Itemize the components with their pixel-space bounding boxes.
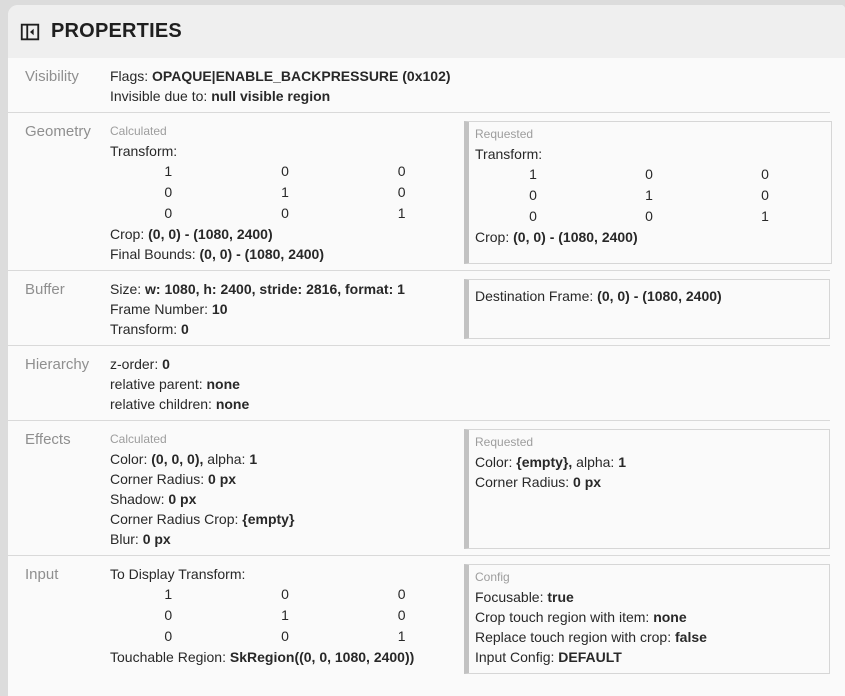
- collapse-panel-icon: [19, 21, 41, 43]
- frame-number-label: Frame Number:: [110, 301, 209, 317]
- matrix-cell: 1: [645, 187, 653, 203]
- corner-radius-label: Corner Radius:: [110, 471, 205, 487]
- invisible-label: Invisible due to:: [110, 88, 208, 104]
- replace-touch-region-value: false: [675, 629, 707, 645]
- input-config-value: DEFAULT: [558, 649, 622, 665]
- alpha-value: 1: [249, 451, 258, 467]
- transform-label: Transform:: [475, 146, 543, 162]
- matrix-cell: 0: [645, 166, 653, 182]
- matrix-cell: 0: [397, 607, 406, 623]
- matrix-cell: 1: [281, 607, 289, 623]
- requested-box: [464, 429, 830, 549]
- section-label: Visibility: [25, 68, 79, 85]
- buffer-transform-line: [110, 319, 456, 339]
- section-geometry: [8, 113, 830, 271]
- group-label: Requested: [475, 127, 534, 141]
- flags-value: OPAQUE|ENABLE_BACKPRESSURE (0x102): [152, 68, 451, 84]
- requested-box: [464, 121, 832, 264]
- relative-children-value: none: [215, 396, 250, 412]
- focusable-value: true: [547, 589, 574, 605]
- destination-frame-line: [475, 282, 821, 306]
- panel-title: PROPERTIES: [51, 20, 182, 42]
- final-bounds-label: Final Bounds:: [110, 246, 196, 262]
- effects-requested: [464, 429, 830, 549]
- section-effects: [8, 421, 830, 556]
- input-config-label: Input Config:: [475, 649, 555, 665]
- relative-children-label: relative children:: [110, 396, 212, 412]
- alpha-label: alpha:: [576, 454, 615, 470]
- properties-header: [8, 5, 845, 58]
- transform-matrix: [475, 164, 823, 227]
- z-order-label: z-order:: [110, 356, 159, 372]
- matrix-cell: 0: [164, 205, 173, 221]
- transform-label: Transform:: [110, 143, 178, 159]
- matrix-cell: 0: [645, 208, 653, 224]
- matrix-cell: 1: [397, 628, 406, 644]
- buffer-content: [110, 279, 464, 339]
- visibility-content: [110, 66, 830, 106]
- crop-value: (0, 0) - (1080, 2400): [148, 226, 273, 242]
- crop-touch-region-label: Crop touch region with item:: [475, 609, 650, 625]
- crop-line: [475, 227, 823, 247]
- group-label: Config: [475, 570, 510, 584]
- shadow-line: [110, 489, 456, 509]
- color-line: [475, 452, 821, 472]
- size-line: [110, 279, 456, 299]
- size-value: w: 1080, h: 2400, stride: 2816, format: 1: [145, 281, 405, 297]
- input-config: [464, 564, 830, 674]
- matrix-cell: 1: [761, 208, 769, 224]
- flags-label: Flags:: [110, 68, 149, 84]
- geometry-requested: [464, 121, 830, 264]
- section-label: Hierarchy: [25, 356, 90, 373]
- crop-label: Crop:: [475, 229, 510, 245]
- color-label: Color:: [475, 454, 513, 470]
- matrix-cell: 1: [164, 163, 173, 179]
- matrix-cell: 0: [761, 187, 769, 203]
- section-visibility: [8, 58, 830, 113]
- effects-calculated: [110, 429, 464, 549]
- group-label: Requested: [475, 435, 534, 449]
- shadow-label: Shadow:: [110, 491, 165, 507]
- matrix-cell: 0: [397, 184, 406, 200]
- section-hierarchy: [8, 346, 830, 421]
- requested-box: [464, 279, 830, 339]
- size-label: Size:: [110, 281, 142, 297]
- alpha-label: alpha:: [207, 451, 246, 467]
- corner-radius-crop-label: Corner Radius Crop:: [110, 511, 239, 527]
- color-line: [110, 449, 456, 469]
- corner-radius-value: 0 px: [208, 471, 237, 487]
- crop-touch-region-value: none: [653, 609, 687, 625]
- corner-radius-label: Corner Radius:: [475, 474, 570, 490]
- destination-frame-label: Destination Frame:: [475, 288, 594, 304]
- group-label: Calculated: [110, 124, 167, 138]
- replace-touch-region-line: [475, 627, 821, 647]
- relative-parent-value: none: [206, 376, 240, 392]
- alpha-value: 1: [618, 454, 627, 470]
- corner-radius-line: [475, 472, 821, 492]
- matrix-cell: 0: [529, 187, 537, 203]
- z-order-line: [110, 354, 822, 374]
- to-display-transform-label: To Display Transform:: [110, 566, 246, 582]
- frame-number-value: 10: [211, 301, 228, 317]
- focusable-line: [475, 587, 821, 607]
- color-label: Color:: [110, 451, 148, 467]
- blur-label: Blur:: [110, 531, 139, 547]
- shadow-value: 0 px: [168, 491, 197, 507]
- collapse-panel-button[interactable]: [18, 20, 42, 44]
- final-bounds-value: (0, 0) - (1080, 2400): [199, 246, 325, 262]
- blur-value: 0 px: [142, 531, 171, 547]
- crop-line: [110, 224, 456, 244]
- input-content: [110, 564, 464, 674]
- relative-parent-label: relative parent:: [110, 376, 203, 392]
- transform-matrix: [110, 161, 460, 224]
- crop-value: (0, 0) - (1080, 2400): [513, 229, 638, 245]
- replace-touch-region-label: Replace touch region with crop:: [475, 629, 672, 645]
- to-display-transform-matrix: [110, 584, 460, 647]
- z-order-value: 0: [162, 356, 170, 372]
- corner-radius-crop-line: [110, 509, 456, 529]
- color-value: (0, 0, 0),: [151, 451, 204, 467]
- crop-label: Crop:: [110, 226, 145, 242]
- focusable-label: Focusable:: [475, 589, 544, 605]
- invisible-line: [110, 86, 822, 106]
- group-label: Calculated: [110, 432, 167, 446]
- frame-number-line: [110, 299, 456, 319]
- flags-line: [110, 66, 822, 86]
- section-buffer: [8, 271, 830, 346]
- section-label: Input: [25, 566, 59, 583]
- invisible-value: null visible region: [211, 88, 331, 104]
- crop-touch-region-line: [475, 607, 821, 627]
- config-box: [464, 564, 830, 674]
- corner-radius-line: [110, 469, 456, 489]
- final-bounds-line: [110, 244, 456, 264]
- matrix-cell: 0: [397, 163, 406, 179]
- matrix-cell: 0: [164, 184, 173, 200]
- section-label: Effects: [25, 431, 71, 448]
- matrix-cell: 1: [529, 166, 537, 182]
- transform-label: Transform:: [110, 321, 178, 337]
- properties-panel: [8, 5, 845, 696]
- destination-frame-value: (0, 0) - (1080, 2400): [597, 288, 722, 304]
- transform-value: 0: [181, 321, 189, 337]
- corner-radius-value: 0 px: [573, 474, 602, 490]
- corner-radius-crop-value: {empty}: [242, 511, 295, 527]
- matrix-cell: 0: [397, 586, 406, 602]
- touchable-region-value: SkRegion((0, 0, 1080, 2400)): [229, 649, 415, 665]
- matrix-cell: 0: [164, 607, 173, 623]
- matrix-cell: 0: [281, 163, 289, 179]
- matrix-cell: 0: [281, 586, 289, 602]
- matrix-cell: 1: [397, 205, 406, 221]
- hierarchy-content: [110, 354, 830, 414]
- matrix-cell: 0: [281, 205, 289, 221]
- matrix-cell: 1: [164, 586, 173, 602]
- touchable-region-label: Touchable Region:: [110, 649, 226, 665]
- matrix-cell: 0: [281, 628, 289, 644]
- section-label: Buffer: [25, 281, 65, 298]
- section-label: Geometry: [25, 123, 91, 140]
- relative-parent-line: [110, 374, 822, 394]
- section-input: [8, 556, 830, 680]
- matrix-cell: 1: [281, 184, 289, 200]
- input-config-line: [475, 647, 821, 667]
- blur-line: [110, 529, 456, 549]
- matrix-cell: 0: [164, 628, 173, 644]
- matrix-cell: 0: [761, 166, 769, 182]
- touchable-region-line: [110, 647, 456, 667]
- relative-children-line: [110, 394, 822, 414]
- buffer-requested: [464, 279, 830, 339]
- geometry-calculated: [110, 121, 464, 264]
- color-value: {empty},: [516, 454, 573, 470]
- matrix-cell: 0: [529, 208, 537, 224]
- property-rows: [8, 58, 830, 680]
